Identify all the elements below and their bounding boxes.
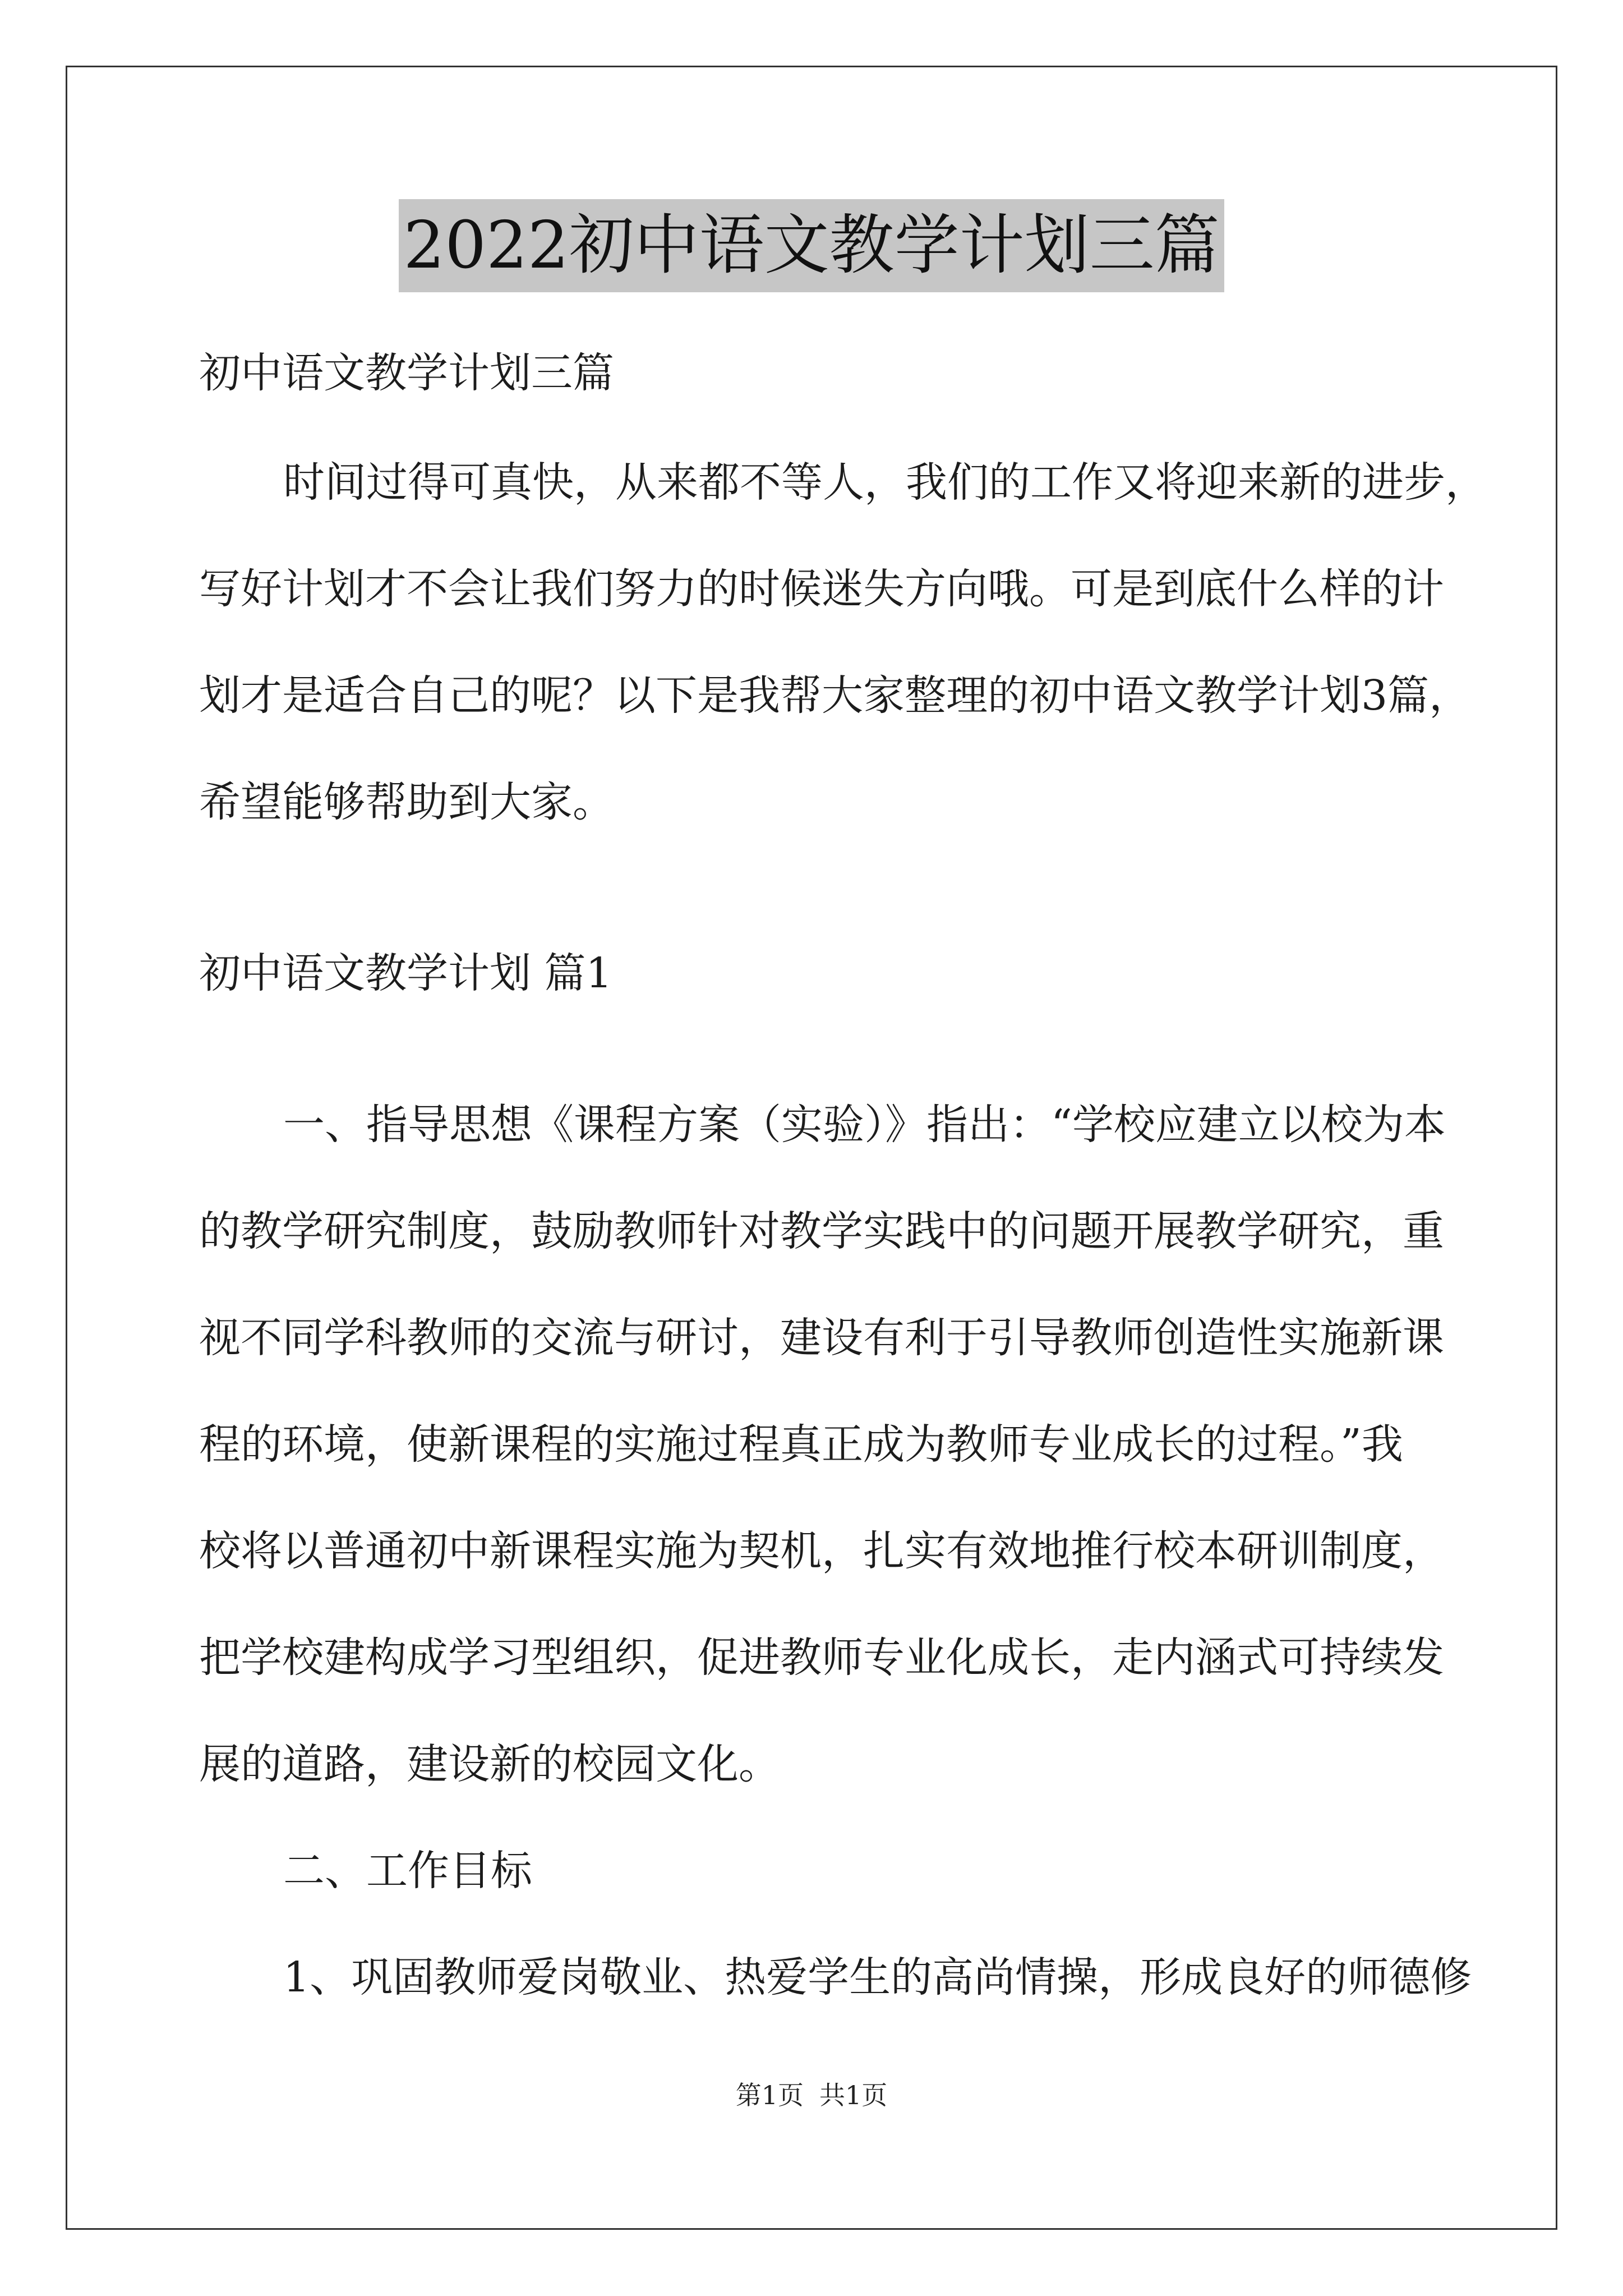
para1-line-7: 展的道路，建设新的校园文化。 <box>199 1740 780 1788</box>
para1-line-3: 视不同学科教师的交流与研讨，建设有利于引导教师创造性实施新课 <box>199 1314 1444 1362</box>
page-number-total: 共1页 <box>819 2080 888 2110</box>
title-wrap <box>0 199 1623 292</box>
section-heading: 初中语文教学计划 篇1 <box>199 949 612 997</box>
intro-line-1: 时间过得可真快，从来都不等人，我们的工作又将迎来新的进步， <box>283 458 1487 507</box>
document-title: 2022初中语文教学计划三篇 <box>399 199 1224 292</box>
para1-line-5: 校将以普通初中新课程实施为契机，扎实有效地推行校本研训制度， <box>199 1527 1444 1575</box>
item-1-line: 1、巩固教师爱岗敬业、热爱学生的高尚情操，形成良好的师德修 <box>283 1953 1472 2001</box>
document-subtitle: 初中语文教学计划三篇 <box>199 349 614 397</box>
para1-line-1: 一、指导思想《课程方案（实验）》指出：“学校应建立以校为本 <box>283 1101 1446 1149</box>
intro-line-2: 写好计划才不会让我们努力的时候迷失方向哦。可是到底什么样的计 <box>199 565 1444 613</box>
heading-work-goals: 二、工作目标 <box>283 1847 532 1895</box>
para1-line-6: 把学校建构成学习型组织，促进教师专业化成长，走内涵式可持续发 <box>199 1634 1444 1682</box>
page-footer <box>0 2078 1623 2112</box>
page-number-current: 第1页 <box>735 2080 804 2110</box>
para1-line-2: 的教学研究制度，鼓励教师针对教学实践中的问题开展教学研究，重 <box>199 1207 1444 1255</box>
intro-line-3: 划才是适合自己的呢？以下是我帮大家整理的初中语文教学计划3篇， <box>199 671 1471 720</box>
intro-line-4: 希望能够帮助到大家。 <box>199 778 614 826</box>
para1-line-4: 程的环境，使新课程的实施过程真正成为教师专业成长的过程。”我 <box>199 1420 1403 1469</box>
